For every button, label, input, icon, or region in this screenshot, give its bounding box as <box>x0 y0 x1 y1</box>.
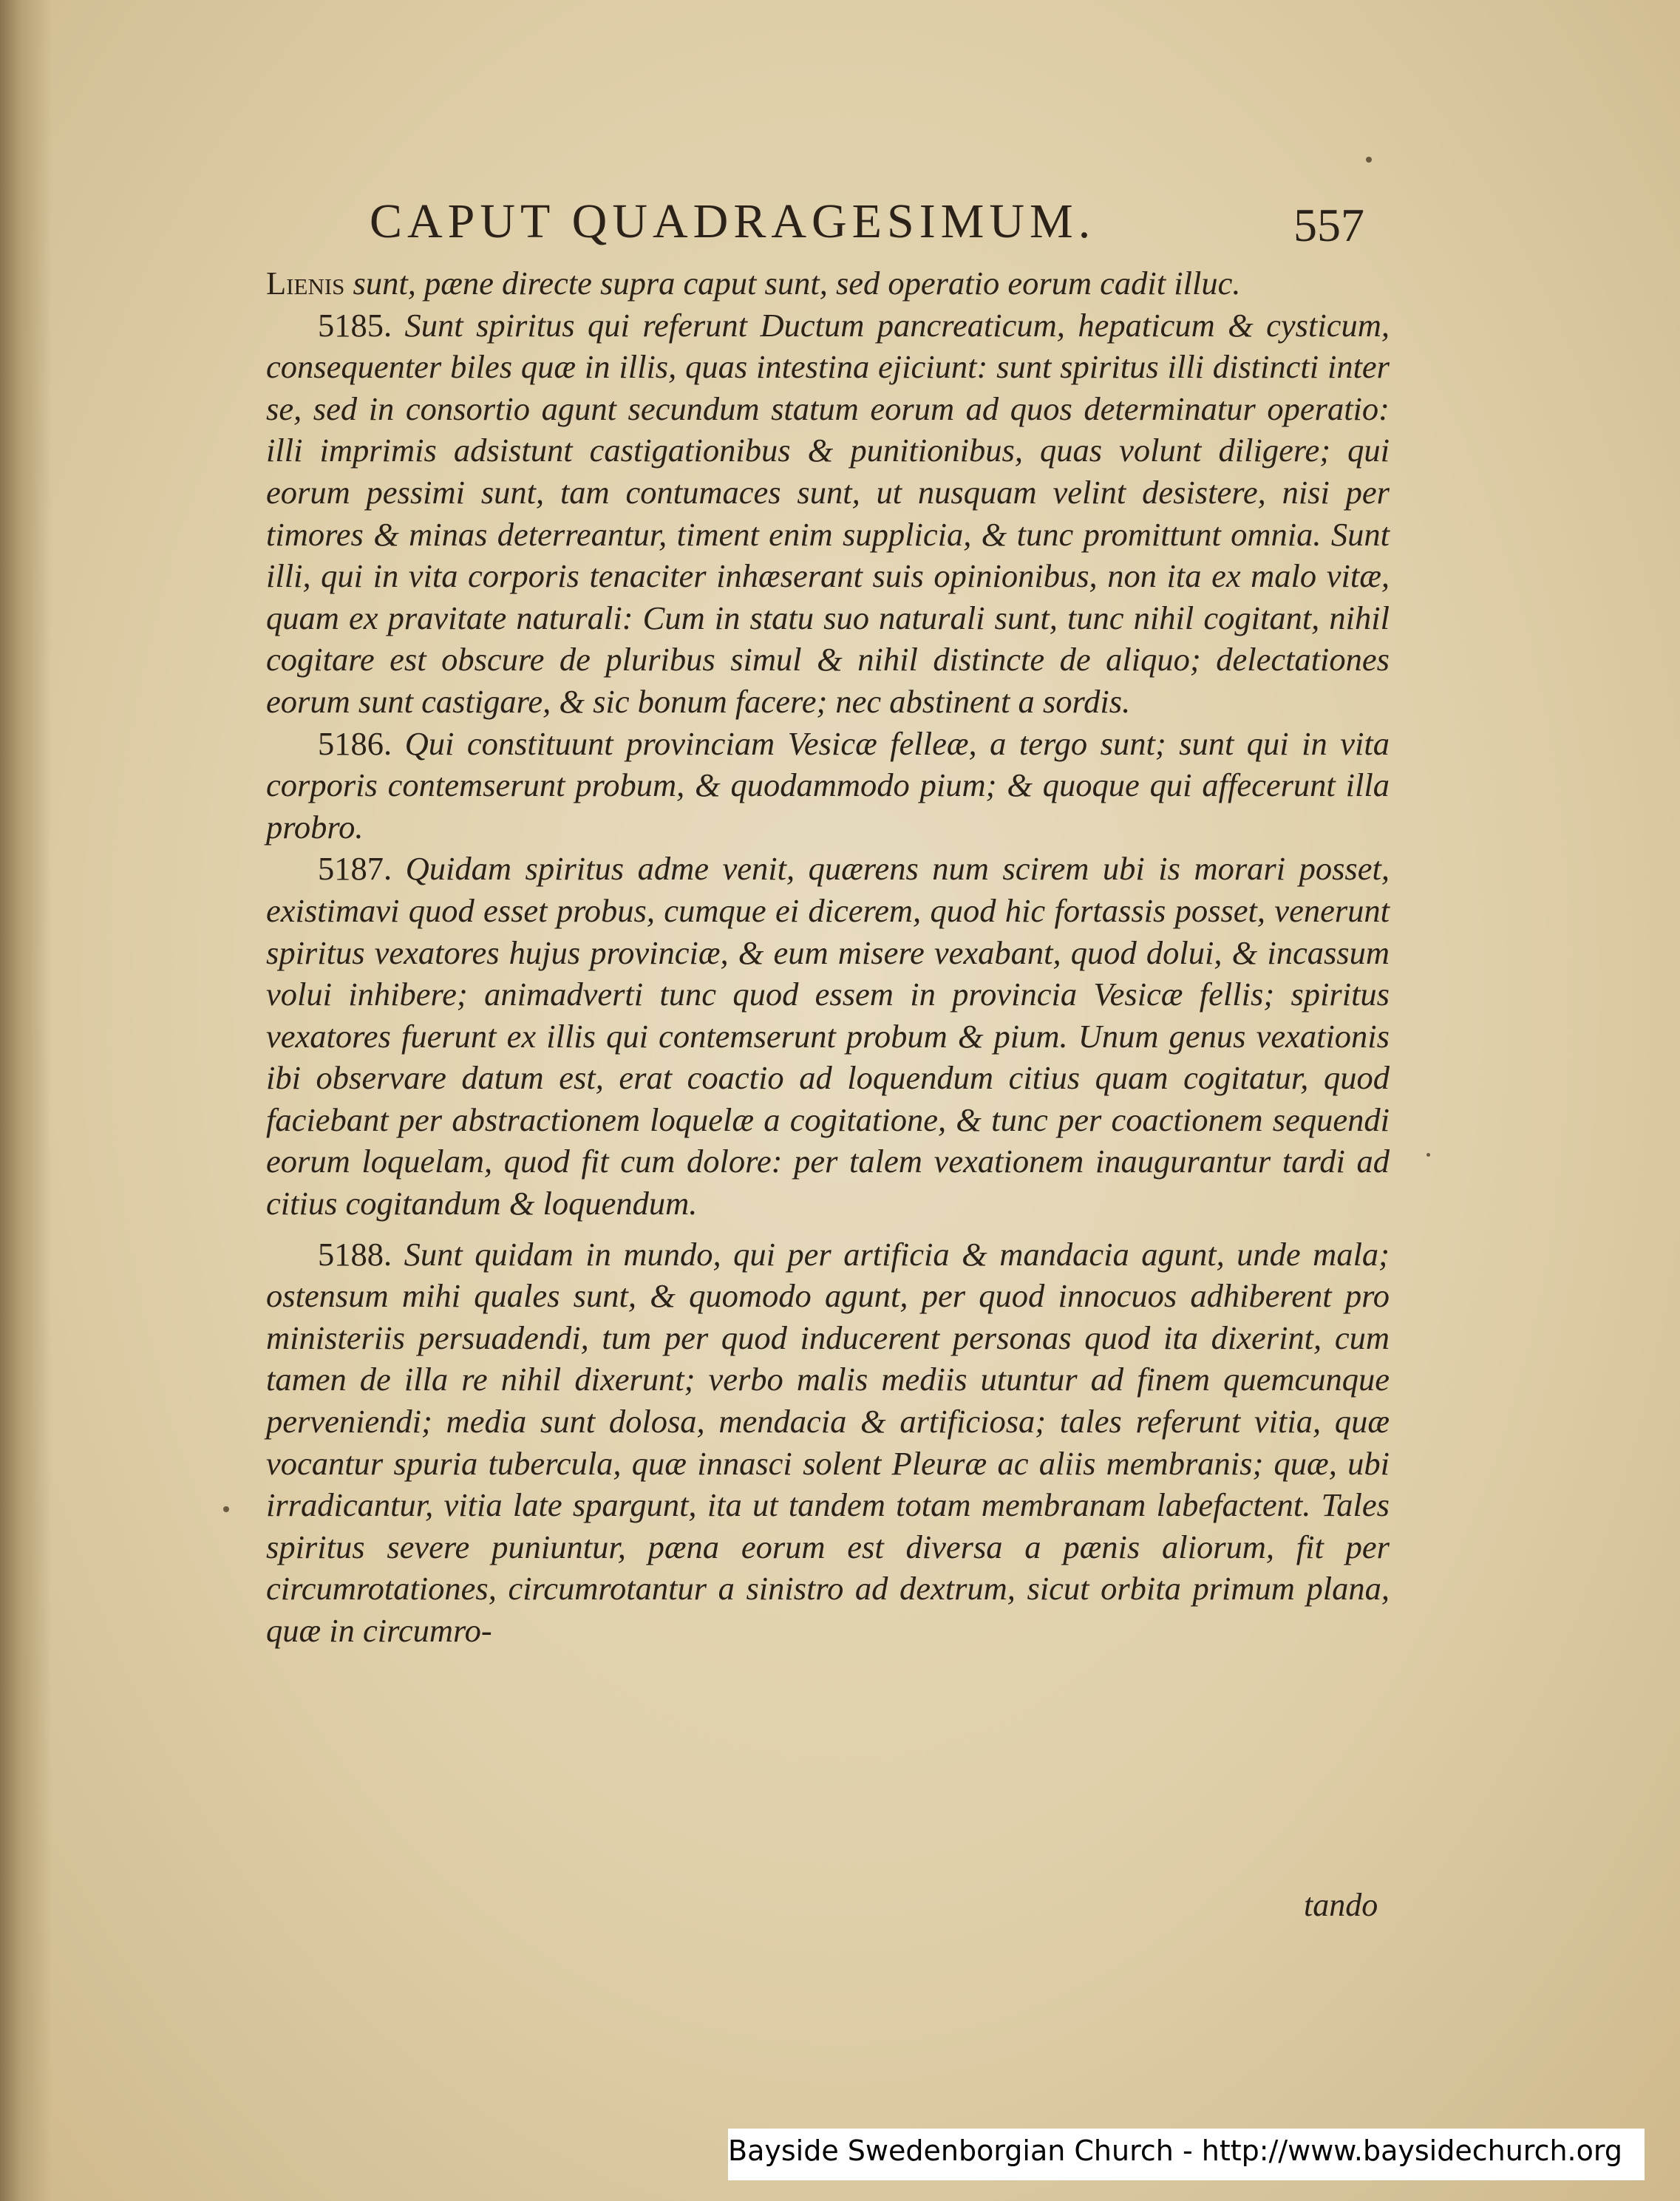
paragraph-continuation <box>266 262 1390 305</box>
watermark-banner <box>728 2129 1645 2180</box>
paragraph-text: Sunt spiritus qui referunt Ductum pancreaticum, hepaticum & cysticum, consequenter biles quæ in illis, quas intestina ejiciunt: sunt spiritus illi distincti inter se, sed in consortio agunt secundum statum eorum ad quos determinatur operatio: illi imprimis adsistunt castigationibus & punitionibus, quas volunt diligere; qui eorum pessimi sunt, tam contumaces sunt, ut nusquam velint desistere, nisi per timores & minas deterreantur, timent enim supplicia, & tunc promittunt omnia. Sunt illi, qui in vita corporis tenaciter inhæserant suis opinionibus, non ita ex malo vitæ, quam ex pravitate naturali: Cum in statu suo naturali sunt, tunc nihil cogitant, nihil cogitare est obscure de pluribus simul & nihil distincte de aliquo; delectationes eorum sunt castigare, & sic bonum facere; nec abstinent a sordis. <box>266 306 1390 720</box>
paragraph-number: 5186. <box>318 724 392 762</box>
paper-speck <box>223 1506 229 1512</box>
binding-shadow <box>0 0 52 2201</box>
paragraph-5187 <box>266 848 1390 1224</box>
catchword: tando <box>1304 1887 1378 1923</box>
paragraph-text: Quidam spiritus adme venit, quærens num scirem ubi is morari posset, existimavi quod esset probus, cumque ei dicerem, quod hic fortassis posset, venerunt spiritus vexatores hujus provinciæ, & eum misere vexabant, quod dolui, & incassum volui inhibere; animadverti tunc quod essem in provincia Vesicæ fellis; spiritus vexatores fuerunt ex illis qui contemserunt probum & pium. Unum genus vexationis ibi observare datum est, erat coactio ad loquendum citius quam cogitatur, quod faciebant per abstractionem loquelæ a cogitatione, & tunc per coactionem sequendi eorum loquelam, quod fit cum dolore: per talem vexationem inaugurantur tardi ad citius cogitandum & loquendum. <box>266 850 1390 1222</box>
lead-word: Lienis <box>266 265 345 302</box>
paper-speck <box>1366 157 1372 163</box>
paragraph-5188 <box>266 1234 1390 1652</box>
page-number: 557 <box>1293 199 1364 251</box>
running-title: CAPUT QUADRAGESIMUM. <box>370 194 1096 248</box>
paragraph-text: sunt, pæne directe supra caput sunt, sed operatio eorum cadit illuc. <box>344 265 1241 302</box>
paragraph-text: Qui constituunt provinciam Vesicæ felleæ, a tergo sunt; sunt qui in vita corporis contemserunt probum, & quodammodo pium; & quoque qui affecerunt illa probro. <box>266 724 1390 846</box>
paper-speck <box>1426 1153 1430 1157</box>
paragraph-number: 5185. <box>318 306 392 344</box>
paragraph-text: Sunt quidam in mundo, qui per artificia & mandacia agunt, unde mala; ostensum mihi quales sunt, & quomodo agunt, per quod innocuos adhiberent pro ministeriis persuadendi, tum per quod inducerent personas quod ita dixerint, cum tamen de illa re nihil dixerunt; verbo malis mediis utuntur ad finem quemcunque perveniendi; media sunt dolosa, mendacia & artificiosa; tales referunt vitia, quæ vocantur spuria tubercula, quæ innasci solent Pleuræ ac aliis membranis; quæ, ubi irradicantur, vitia late spargunt, ita ut tandem totam membranam labefactent. Tales spiritus severe puniuntur, pæna eorum est diversa a pænis aliorum, fit per circumrotationes, circumrotantur a sinistro ad dextrum, sicut orbita primum plana, quæ in circumro- <box>266 1235 1390 1649</box>
paragraph-5185 <box>266 305 1390 723</box>
paragraph-5186 <box>266 723 1390 848</box>
body-text <box>266 262 1390 1652</box>
paragraph-number: 5188. <box>318 1235 392 1273</box>
paragraph-number: 5187. <box>318 850 392 888</box>
watermark-text: Bayside Swedenborgian Church - http://www.baysidechurch.org <box>728 2134 1622 2167</box>
paragraph-gap <box>266 1225 1390 1234</box>
running-head <box>370 194 1404 260</box>
